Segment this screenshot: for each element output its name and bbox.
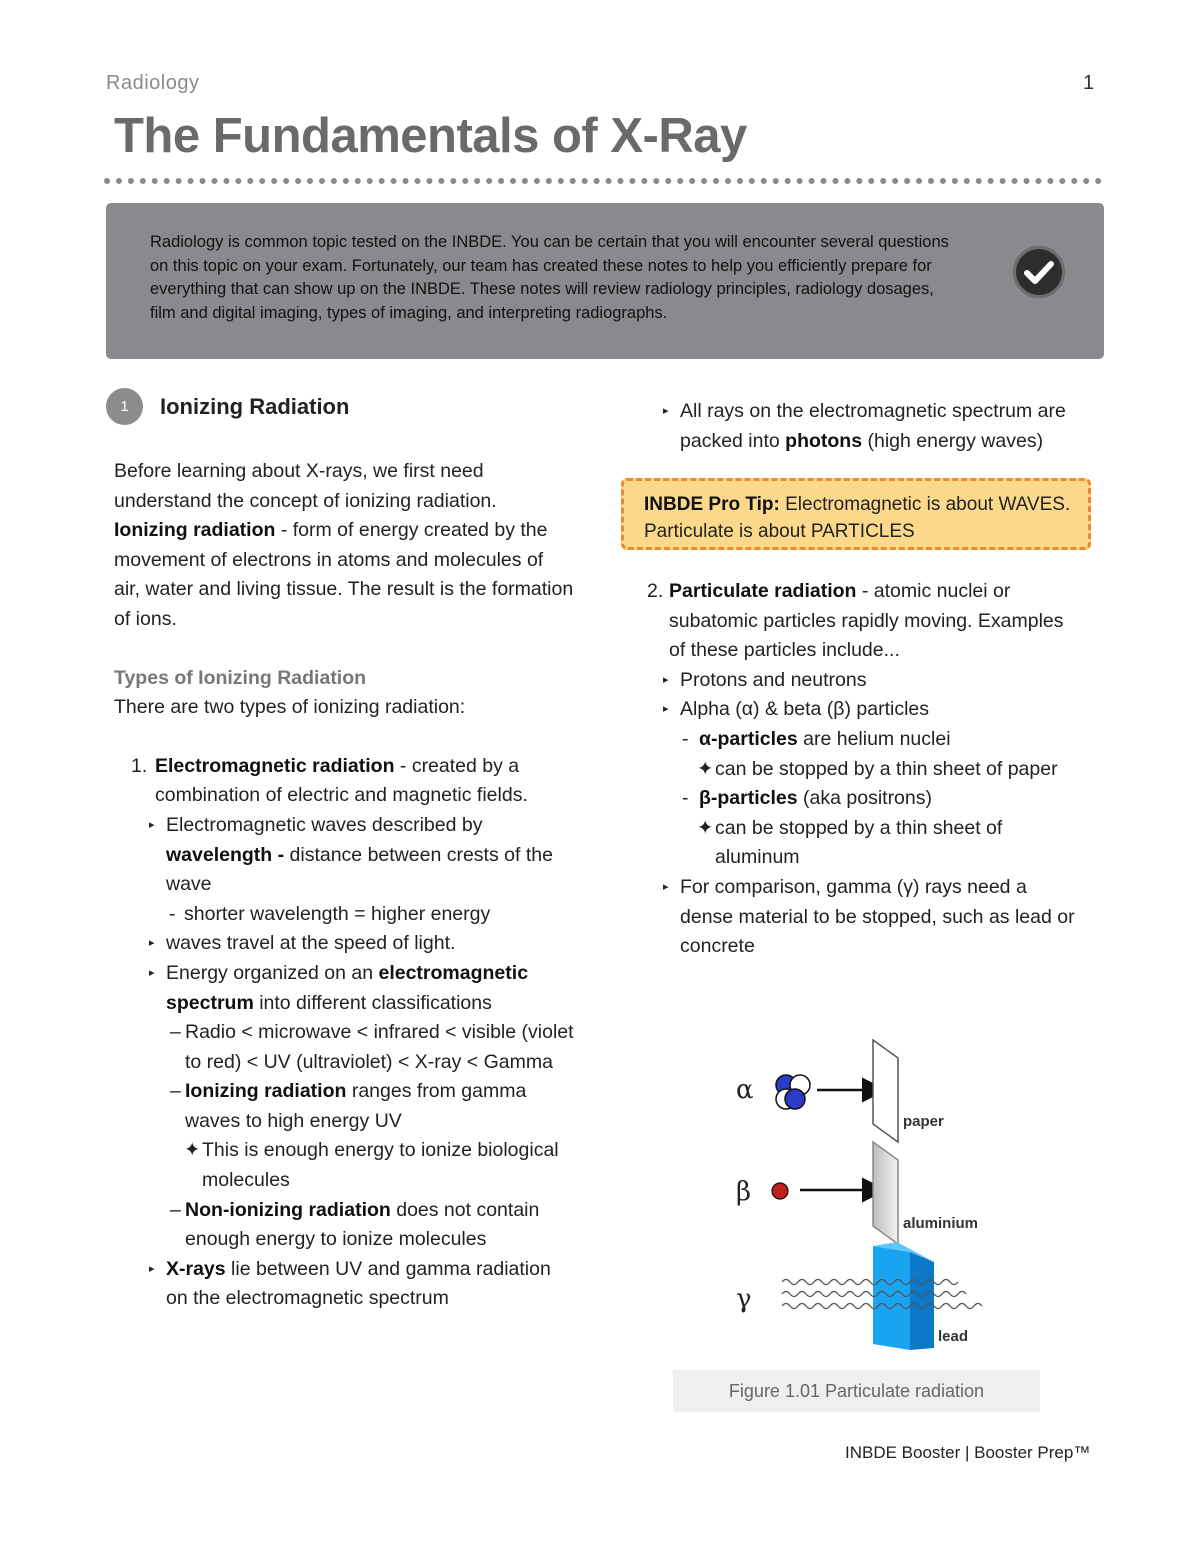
header-section: Radiology [106,72,200,94]
sub-bullet-beta: - β-particles (aka positrons) [682,787,932,810]
star-icon: ✦ [184,1139,201,1162]
beta-particle-icon [772,1183,788,1199]
dotted-divider [104,178,1102,184]
bullet-photons: ▸ All rays on the electromagnetic spectrum are packed into photons (high energy waves) [663,400,1066,452]
section-number-badge: 1 [106,388,143,425]
section-title: Ionizing Radiation [160,394,350,419]
list-item-electromagnetic: 1. Electromagnetic radiation - created by a combination of electric and magnetic fields. [131,754,528,807]
intro-box [106,203,1104,359]
bullet-gamma: ▸ For comparison, gamma (γ) rays need a dense material to be stopped, such as lead or concrete [663,875,1075,958]
pro-tip-box [621,478,1091,550]
sub-bullet-ionizing: – Ionizing radiation ranges from gamma waves to high energy UV [170,1080,527,1132]
aluminium-label: aluminium [903,1215,979,1232]
pro-tip-text: INBDE Pro Tip: Electromagnetic is about WAVES. Particulate is about PARTICLES [644,494,1071,542]
types-heading: Types of Ionizing Radiation [114,666,367,689]
alpha-particle-icon [776,1075,810,1109]
star-item-beta: ✦ can be stopped by a thin sheet of aluminum [645,814,1085,873]
sub-bullet-non-ionizing: – Non-ionizing radiation does not contain enough energy to ionize molecules [170,1198,540,1251]
sub-bullet-alpha: - α-particles are helium nuclei [682,727,951,750]
bullet-speed: ▸ waves travel at the speed of light. [149,932,456,955]
list-item-particulate: 2. Particulate radiation - atomic nuclei or subatomic particles rapidly moving. Examples of these particles include... [647,580,1064,662]
left-column [114,457,574,1314]
page-title: The Fundamentals of X-Ray [114,109,747,163]
particulate-radiation-figure [720,1030,1010,1360]
intro-paragraph: Before learning about X-rays, we first need understand the concept of ionizing radiation. [114,460,497,512]
intro-text: Radiology is common topic tested on the INBDE. You can be certain that you will encounter several questions on this topic on your exam. Fortunately, our team has created these notes to help you efficiently prepare for everything that can show up on the INBDE. These notes will review radiology principles, radiology dosages, film and digital imaging, types of imaging, and interpreting radiographs. [150,233,949,322]
types-intro: There are two types of ionizing radiation: [114,696,466,719]
paper-label: paper [903,1113,944,1130]
ionizing-term: Ionizing radiation [114,519,276,542]
sub-bullet-wavelength: - shorter wavelength = higher energy [169,902,491,925]
right-column-top [663,397,1083,456]
ionizing-definition: Ionizing radiation - form of energy created by the movement of electrons in atoms and molecules of air, water and living tissue. The result is the formation of ions. [114,519,574,630]
lead-label: lead [938,1328,969,1345]
star-item-alpha: ✦ can be stopped by a thin sheet of paper [645,755,1085,785]
footer: INBDE Booster | Booster Prep™ [845,1443,1091,1462]
star-icon: ✦ [697,757,714,780]
bullet-protons: ▸ Protons and neutrons [663,668,867,691]
paper-sheet [873,1040,898,1142]
aluminium-sheet [873,1142,898,1244]
page-number: 1 [1083,72,1095,94]
checkmark-icon [1013,246,1065,298]
star-item-ionize: ✦ This is enough energy to ionize biological molecules [114,1136,574,1195]
star-icon: ✦ [697,816,714,839]
sub-bullet-order: – Radio < microwave < infrared < visible (violet to red) < UV (ultraviolet) < X-ray < Gamma [170,1021,574,1073]
gamma-symbol: γ [736,1284,752,1314]
figure-caption: Figure 1.01 Particulate radiation [673,1370,1040,1412]
right-column-particulate [645,577,1085,962]
alpha-symbol: α [736,1075,754,1105]
bullet-xrays: ▸ X-rays lie between UV and gamma radiation on the electromagnetic spectrum [149,1257,551,1310]
bullet-spectrum: ▸ Energy organized on an electromagnetic spectrum into different classifications [149,961,529,1014]
bullet-wavelength: ▸ Electromagnetic waves described by wavelength - distance between crests of the wave [149,813,553,896]
beta-symbol: β [736,1177,752,1207]
bullet-alpha-beta: ▸ Alpha (α) & beta (β) particles [663,698,929,721]
